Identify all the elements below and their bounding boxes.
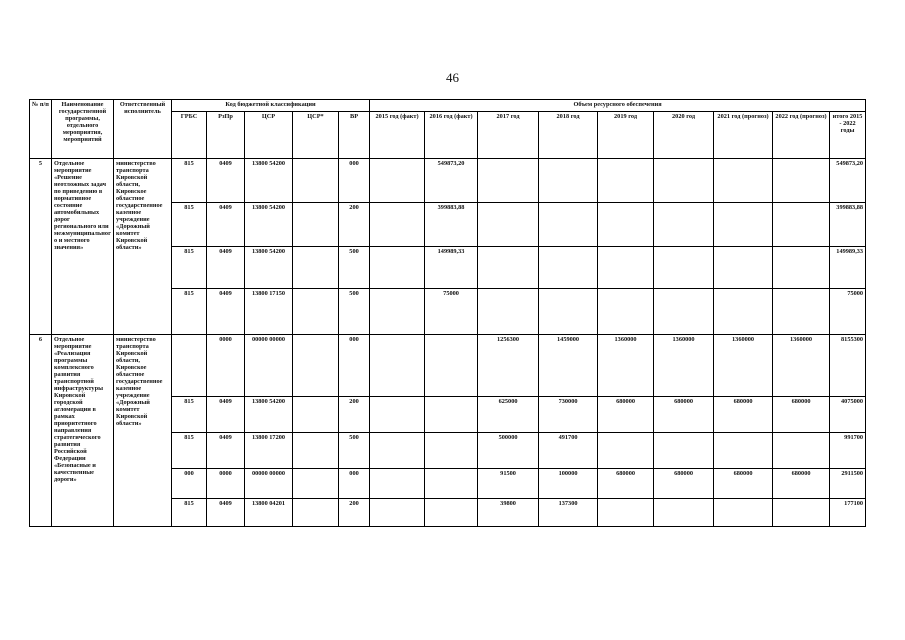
rzpr-cell: 0409 <box>207 397 245 433</box>
header-rzpr: РзПр <box>207 112 245 159</box>
value-2019 <box>598 247 654 289</box>
grbs-cell: 815 <box>172 159 207 203</box>
value-2021 <box>714 203 773 247</box>
csr-cell: 13800 17200 <box>245 433 293 469</box>
header-2018: 2018 год <box>539 112 598 159</box>
value-2015 <box>370 433 425 469</box>
csr-star-cell <box>293 397 339 433</box>
value-2015 <box>370 335 425 397</box>
value-2021 <box>714 289 773 335</box>
header-resource: Объем ресурсного обеспечения <box>370 100 866 112</box>
header-responsible: Ответственный исполнитель <box>114 100 172 159</box>
header-vr: ВР <box>339 112 370 159</box>
value-2022: 680000 <box>773 469 830 499</box>
value-2022 <box>773 433 830 469</box>
value-2019 <box>598 433 654 469</box>
csr-cell: 00000 00000 <box>245 469 293 499</box>
vr-cell: 200 <box>339 203 370 247</box>
value-2015 <box>370 247 425 289</box>
csr-cell: 13800 17150 <box>245 289 293 335</box>
value-2021 <box>714 433 773 469</box>
value-2018: 100000 <box>539 469 598 499</box>
value-2018 <box>539 247 598 289</box>
grbs-cell: 000 <box>172 469 207 499</box>
value-2016: 75000 <box>425 289 478 335</box>
value-2017 <box>478 203 539 247</box>
vr-cell: 200 <box>339 499 370 527</box>
row-number: 5 <box>30 159 52 335</box>
value-2019: 680000 <box>598 469 654 499</box>
value-total: 2911500 <box>830 469 866 499</box>
page-number: 46 <box>446 70 459 85</box>
value-2022 <box>773 247 830 289</box>
measure-name: Отдельное мероприятие «Реализация программы комплексного развития транспортной инфраструктуры Кировской городской агломерации в рамках приоритетного направления стратегического развития Российской Федерации «Безопасные и качественные дороги» <box>52 335 114 527</box>
value-total: 75000 <box>830 289 866 335</box>
value-2021: 680000 <box>714 469 773 499</box>
value-2018: 730000 <box>539 397 598 433</box>
csr-cell: 00000 00000 <box>245 335 293 397</box>
value-2021 <box>714 499 773 527</box>
value-2021 <box>714 159 773 203</box>
header-grbs: ГРБС <box>172 112 207 159</box>
csr-star-cell <box>293 433 339 469</box>
header-budget-code: Код бюджетной классификации <box>172 100 370 112</box>
header-2017: 2017 год <box>478 112 539 159</box>
csr-star-cell <box>293 289 339 335</box>
value-2022 <box>773 499 830 527</box>
value-2020 <box>654 159 714 203</box>
vr-cell: 000 <box>339 159 370 203</box>
grbs-cell: 815 <box>172 397 207 433</box>
value-2022 <box>773 289 830 335</box>
csr-star-cell <box>293 335 339 397</box>
value-2020: 680000 <box>654 397 714 433</box>
value-total: 549873,20 <box>830 159 866 203</box>
rzpr-cell: 0409 <box>207 247 245 289</box>
header-csr-star: ЦСР* <box>293 112 339 159</box>
csr-star-cell <box>293 247 339 289</box>
table-row <box>30 159 866 203</box>
value-2017: 500000 <box>478 433 539 469</box>
value-2020: 1360000 <box>654 335 714 397</box>
csr-star-cell <box>293 203 339 247</box>
value-2022 <box>773 203 830 247</box>
value-2018: 491700 <box>539 433 598 469</box>
vr-cell: 500 <box>339 433 370 469</box>
value-2019 <box>598 499 654 527</box>
value-2020: 680000 <box>654 469 714 499</box>
value-2016 <box>425 433 478 469</box>
rzpr-cell: 0409 <box>207 499 245 527</box>
value-2015 <box>370 289 425 335</box>
value-2015 <box>370 469 425 499</box>
value-2016 <box>425 469 478 499</box>
resource-table <box>29 99 866 527</box>
value-2015 <box>370 159 425 203</box>
value-total: 149989,33 <box>830 247 866 289</box>
csr-cell: 13800 04201 <box>245 499 293 527</box>
value-2017: 91500 <box>478 469 539 499</box>
value-2021: 680000 <box>714 397 773 433</box>
header-2020: 2020 год <box>654 112 714 159</box>
header-2019: 2019 год <box>598 112 654 159</box>
value-2016 <box>425 335 478 397</box>
value-2017: 39800 <box>478 499 539 527</box>
value-total: 177100 <box>830 499 866 527</box>
value-2019: 680000 <box>598 397 654 433</box>
value-total: 4075000 <box>830 397 866 433</box>
value-2018 <box>539 289 598 335</box>
value-2019: 1360000 <box>598 335 654 397</box>
vr-cell: 200 <box>339 397 370 433</box>
value-2020 <box>654 247 714 289</box>
value-2016: 549873,20 <box>425 159 478 203</box>
value-2020 <box>654 433 714 469</box>
value-2018: 137300 <box>539 499 598 527</box>
value-2017 <box>478 289 539 335</box>
vr-cell: 500 <box>339 289 370 335</box>
value-2018 <box>539 159 598 203</box>
header-num: № п/п <box>30 100 52 159</box>
value-2015 <box>370 397 425 433</box>
header-2022: 2022 год (прогноз) <box>773 112 830 159</box>
value-2022: 1360000 <box>773 335 830 397</box>
value-2016 <box>425 397 478 433</box>
value-2022: 680000 <box>773 397 830 433</box>
value-2017: 1256300 <box>478 335 539 397</box>
grbs-cell: 815 <box>172 289 207 335</box>
responsible-executor: министерство транспорта Кировской области, Кировское областное государственное казенное учреждение «Дорожный комитет Кировской области» <box>114 159 172 335</box>
header-csr: ЦСР <box>245 112 293 159</box>
grbs-cell: 815 <box>172 499 207 527</box>
value-total: 399883,88 <box>830 203 866 247</box>
grbs-cell: 815 <box>172 203 207 247</box>
value-2021 <box>714 247 773 289</box>
grbs-cell <box>172 335 207 397</box>
value-2016: 399883,88 <box>425 203 478 247</box>
vr-cell: 000 <box>339 335 370 397</box>
rzpr-cell: 0409 <box>207 159 245 203</box>
value-2016 <box>425 499 478 527</box>
csr-cell: 13800 54200 <box>245 397 293 433</box>
value-2022 <box>773 159 830 203</box>
csr-star-cell <box>293 159 339 203</box>
rzpr-cell: 0409 <box>207 289 245 335</box>
header-2015: 2015 год (факт) <box>370 112 425 159</box>
value-2019 <box>598 159 654 203</box>
value-2019 <box>598 289 654 335</box>
vr-cell: 500 <box>339 247 370 289</box>
rzpr-cell: 0000 <box>207 469 245 499</box>
header-total: итого 2015 - 2022 годы <box>830 112 866 159</box>
value-total: 991700 <box>830 433 866 469</box>
responsible-executor: министерство транспорта Кировской области, Кировское областное государственное казенное учреждение «Дорожный комитет Кировской области» <box>114 335 172 527</box>
value-2019 <box>598 203 654 247</box>
value-2015 <box>370 203 425 247</box>
value-2015 <box>370 499 425 527</box>
csr-cell: 13800 54200 <box>245 203 293 247</box>
csr-star-cell <box>293 499 339 527</box>
csr-cell: 13800 54200 <box>245 159 293 203</box>
value-2020 <box>654 499 714 527</box>
rzpr-cell: 0409 <box>207 433 245 469</box>
value-2021: 1360000 <box>714 335 773 397</box>
row-number: 6 <box>30 335 52 527</box>
value-2017 <box>478 247 539 289</box>
value-2016: 149989,33 <box>425 247 478 289</box>
value-2018 <box>539 203 598 247</box>
value-2020 <box>654 203 714 247</box>
measure-name: Отдельное мероприятие «Решение неотложных задач по приведению в нормативное состояние автомобильных дорог регионального или межмуниципального и местного значения» <box>52 159 114 335</box>
value-2017: 625000 <box>478 397 539 433</box>
grbs-cell: 815 <box>172 247 207 289</box>
header-2016: 2016 год (факт) <box>425 112 478 159</box>
csr-cell: 13800 54200 <box>245 247 293 289</box>
grbs-cell: 815 <box>172 433 207 469</box>
rzpr-cell: 0000 <box>207 335 245 397</box>
value-2017 <box>478 159 539 203</box>
header-name: Наименование государственной программы, отдельного мероприятия, мероприятий <box>52 100 114 159</box>
header-2021: 2021 год (прогноз) <box>714 112 773 159</box>
rzpr-cell: 0409 <box>207 203 245 247</box>
csr-star-cell <box>293 469 339 499</box>
value-2018: 1459000 <box>539 335 598 397</box>
table-row <box>30 335 866 397</box>
value-2020 <box>654 289 714 335</box>
vr-cell: 000 <box>339 469 370 499</box>
value-total: 8155300 <box>830 335 866 397</box>
